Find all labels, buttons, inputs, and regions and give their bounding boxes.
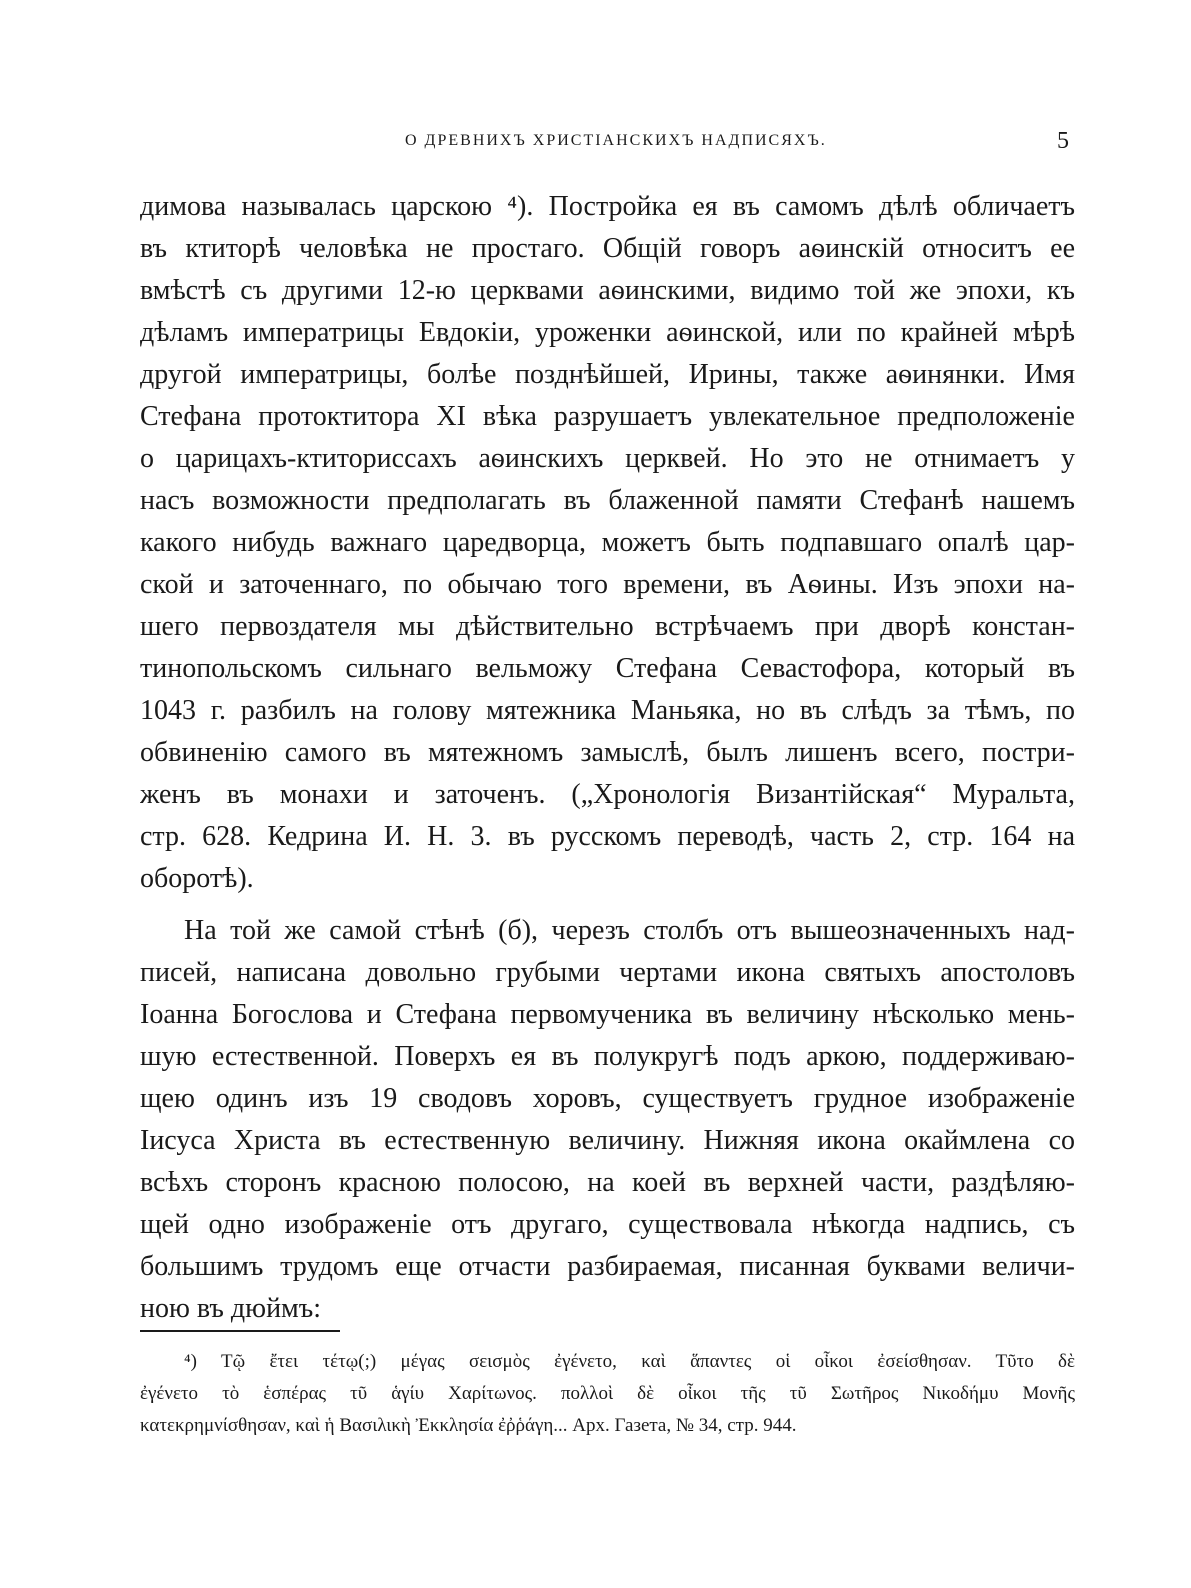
text-line: вмѣстѣ съ другими 12-ю церквами аѳинскими, видимо той же эпохи, къ [140, 275, 1075, 306]
text-line: ною въ дюймъ: [140, 1293, 322, 1324]
text-line: щей одно изображеніе отъ другаго, существовала нѣкогда надпись, съ [140, 1209, 1075, 1240]
text-line: димова называлась царскою ⁴). Постройка ея въ самомъ дѣлѣ обличаетъ [140, 191, 1075, 222]
text-line: Іоанна Богослова и Стефана первомученика въ величину нѣсколько мень- [140, 999, 1075, 1030]
text-line: женъ въ монахи и заточенъ. („Хронологія Византійская“ Муральта, [140, 779, 1075, 810]
text-line: какого нибудь важнаго царедворца, можетъ быть подпавшаго опалѣ цар- [140, 527, 1075, 558]
text-line: большимъ трудомъ еще отчасти разбираемая, писанная буквами величи- [140, 1251, 1075, 1282]
footnote-line: ⁴) Τῷ ἔτει τέτῳ(;) μέγας σεισμὸς ἐγένετο, καὶ ἅπαντες οἱ οἶκοι ἐσείσθησαν. Τῦτο δὲ [184, 1351, 1075, 1372]
text-line: всѣхъ сторонъ красною полосою, на коей въ верхней части, раздѣляю- [140, 1167, 1075, 1198]
text-line: въ ктиторѣ человѣка не простаго. Общій говоръ аѳинскій относитъ ее [140, 233, 1075, 264]
text-line: другой императрицы, болѣе позднѣйшей, Ирины, также аѳинянки. Имя [140, 359, 1075, 390]
text-line: дѣламъ императрицы Евдокіи, уроженки аѳинской, или по крайней мѣрѣ [140, 317, 1075, 348]
text-line: щею одинъ изъ 19 сводовъ хоровъ, существуетъ грудное изображеніе [140, 1083, 1075, 1114]
text-line: Стефана протоктитора XI вѣка разрушаетъ увлекательное предположеніе [140, 401, 1075, 432]
running-head [140, 128, 1075, 158]
text-line: Іисуса Христа въ естественную величину. Нижняя икона окаймлена со [140, 1125, 1075, 1156]
text-line: шую естественной. Поверхъ ея въ полукругѣ подъ аркою, поддерживаю- [140, 1041, 1075, 1072]
text-line: стр. 628. Кедрина И. Н. 3. въ русскомъ переводѣ, часть 2, стр. 164 на [140, 821, 1075, 852]
text-line: писей, написана довольно грубыми чертами икона святыхъ апостоловъ [140, 957, 1075, 988]
text-line: обвиненію самого въ мятежномъ замыслѣ, былъ лишенъ всего, постри- [140, 737, 1075, 768]
text-line: ской и заточеннаго, по обычаю того времени, въ Аѳины. Изъ эпохи на- [140, 569, 1075, 600]
text-line: насъ возможности предполагать въ блаженной памяти Стефанѣ нашемъ [140, 485, 1075, 516]
text-line: о царицахъ-ктиториссахъ аѳинскихъ церквей. Но это не отнимаетъ у [140, 443, 1075, 474]
running-title: О ДРЕВНИХЪ ХРИСТІАНСКИХЪ НАДПИСЯХЪ. [405, 132, 827, 149]
text-line: тинопольскомъ сильнаго вельможу Стефана Севастофора, который въ [140, 653, 1075, 684]
footnote [140, 1346, 1075, 1442]
body-text [140, 186, 1075, 1330]
text-line: оборотѣ). [140, 863, 254, 894]
footnote-line: κατεκρημνίσθησαν, καὶ ἡ Βασιλικὴ Ἐκκλησία ἐῤῥάγη... Арх. Газета, № 34, стр. 944. [140, 1415, 797, 1436]
page-number: 5 [1057, 128, 1069, 154]
paragraph-gap [140, 900, 1075, 910]
footnote-rule [140, 1330, 340, 1332]
text-line: 1043 г. разбилъ на голову мятежника Маньяка, но въ слѣдъ за тѣмъ, по [140, 695, 1075, 726]
text-line: шего первоздателя мы дѣйствительно встрѣчаемъ при дворѣ констан- [140, 611, 1075, 642]
footnote-line: ἐγένετο τὸ ἑσπέρας τῦ ἁγίυ Χαρίτωνος. πολλοὶ δὲ οἶκοι τῆς τῦ Σωτῆρος Νικοδήμυ Μονῆς [140, 1383, 1075, 1404]
text-line: На той же самой стѣнѣ (б), черезъ столбъ отъ вышеозначенныхъ над- [184, 915, 1075, 946]
